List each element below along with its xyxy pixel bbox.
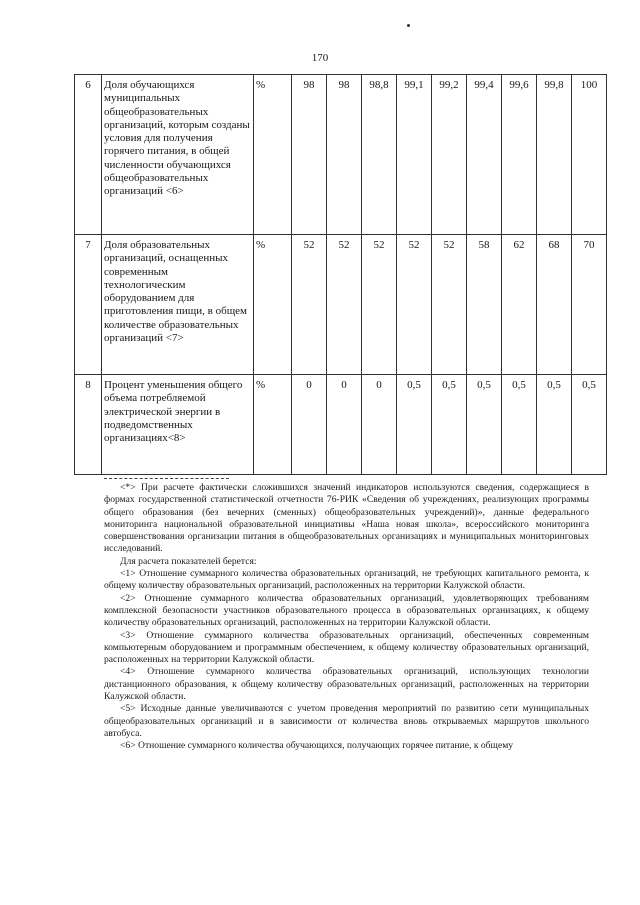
footnote-intro: Для расчета показателей берется: xyxy=(120,555,257,567)
footnote-separator xyxy=(104,478,229,479)
value-cell: 52 xyxy=(327,235,362,375)
value-cell: 0,5 xyxy=(537,375,572,475)
value-cell: 99,4 xyxy=(467,75,502,235)
footnote-2: <2> Отношение суммарного количества образовательных организаций, удовлетворяющих требованиям комплексной безопасности участников образовательного процесса в образовательных организациях, к общему количеству образовательных организаций, расположенных на территории Калужской области. xyxy=(104,592,589,629)
value-cell: 0,5 xyxy=(572,375,607,475)
footnote-5: <5> Исходные данные увеличиваются с учетом проведения мероприятий по развитию сети муниципальных общеобразовательных организаций и в зависимости от количества вновь открываемых маршрутов школьного автобуса. xyxy=(104,703,589,739)
value-cell: 0 xyxy=(327,375,362,475)
value-cell: 62 xyxy=(502,235,537,375)
value-cell: 52 xyxy=(362,235,397,375)
table-row xyxy=(75,75,607,235)
value-cell: 100 xyxy=(572,75,607,235)
value-cell: 70 xyxy=(572,235,607,375)
footnote-1: <1> Отношение суммарного количества образовательных организаций, не требующих капитального ремонта, к общему количеству образовательных организаций, расположенных на территории Калужской области. xyxy=(104,568,589,592)
table-row xyxy=(75,375,607,475)
value-cell: 0,5 xyxy=(432,375,467,475)
value-cell: 58 xyxy=(467,235,502,375)
value-cell: 0,5 xyxy=(467,375,502,475)
row-number: 7 xyxy=(75,235,102,375)
value-cell: 52 xyxy=(292,235,327,375)
page-number: 170 xyxy=(311,52,329,64)
footnote-general: <*> При расчете фактически сложившихся значений индикаторов используются сведения, содержащиеся в формах государственной статистической отчетности 76-РИК «Сведения об учреждениях, реализующих программы общего образования (без вечерних (сменных) общеобразовательных учреждений)», данные федерального мониторинга национальной образовательной инициативы «Наша новая школа», всероссийского мониторинга совершенствования организации питания в общеобразовательных организациях и муниципальных мониторинговых исследований. xyxy=(104,482,589,555)
indicator-description: Доля обучающихся муниципальных общеобразовательных организаций, которым созданы условия для получения горячего питания, в общей численности обучающихся общеобразовательных организаций <6> xyxy=(102,75,254,235)
value-cell: 98 xyxy=(327,75,362,235)
value-cell: 99,2 xyxy=(432,75,467,235)
value-cell: 98 xyxy=(292,75,327,235)
indicator-description: Доля образовательных организаций, оснащенных современным технологическим оборудованием для приготовления пищи, в общем количестве образовательных организаций <7> xyxy=(102,235,254,375)
value-cell: 0,5 xyxy=(397,375,432,475)
table-row xyxy=(75,235,607,375)
value-cell: 99,8 xyxy=(537,75,572,235)
unit-cell: % xyxy=(254,235,292,375)
unit-cell: % xyxy=(254,75,292,235)
scan-mark xyxy=(407,24,410,27)
value-cell: 68 xyxy=(537,235,572,375)
value-cell: 98,8 xyxy=(362,75,397,235)
value-cell: 99,1 xyxy=(397,75,432,235)
footnote-4: <4> Отношение суммарного количества образовательных организаций, использующих технологии дистанционного образования, к общему количеству образовательных организаций, расположенных на территории Калужской области. xyxy=(104,666,589,703)
footnote-6: <6> Отношение суммарного количества обучающихся, получающих горячее питание, к общему xyxy=(120,740,514,752)
row-number: 6 xyxy=(75,75,102,235)
value-cell: 99,6 xyxy=(502,75,537,235)
footnote-3: <3> Отношение суммарного количества образовательных организаций, обеспеченных современным компьютерным оборудованием и программным обеспечением, к общему количеству образовательных организаций, расположенных на территории Калужской области. xyxy=(104,629,589,666)
indicators-table xyxy=(74,74,607,475)
indicator-description: Процент уменьшения общего объема потребляемой электрической энергии в подведомственных организациях<8> xyxy=(102,375,254,475)
value-cell: 0 xyxy=(362,375,397,475)
value-cell: 52 xyxy=(432,235,467,375)
value-cell: 52 xyxy=(397,235,432,375)
value-cell: 0 xyxy=(292,375,327,475)
footnotes xyxy=(104,478,589,753)
row-number: 8 xyxy=(75,375,102,475)
value-cell: 0,5 xyxy=(502,375,537,475)
unit-cell: % xyxy=(254,375,292,475)
